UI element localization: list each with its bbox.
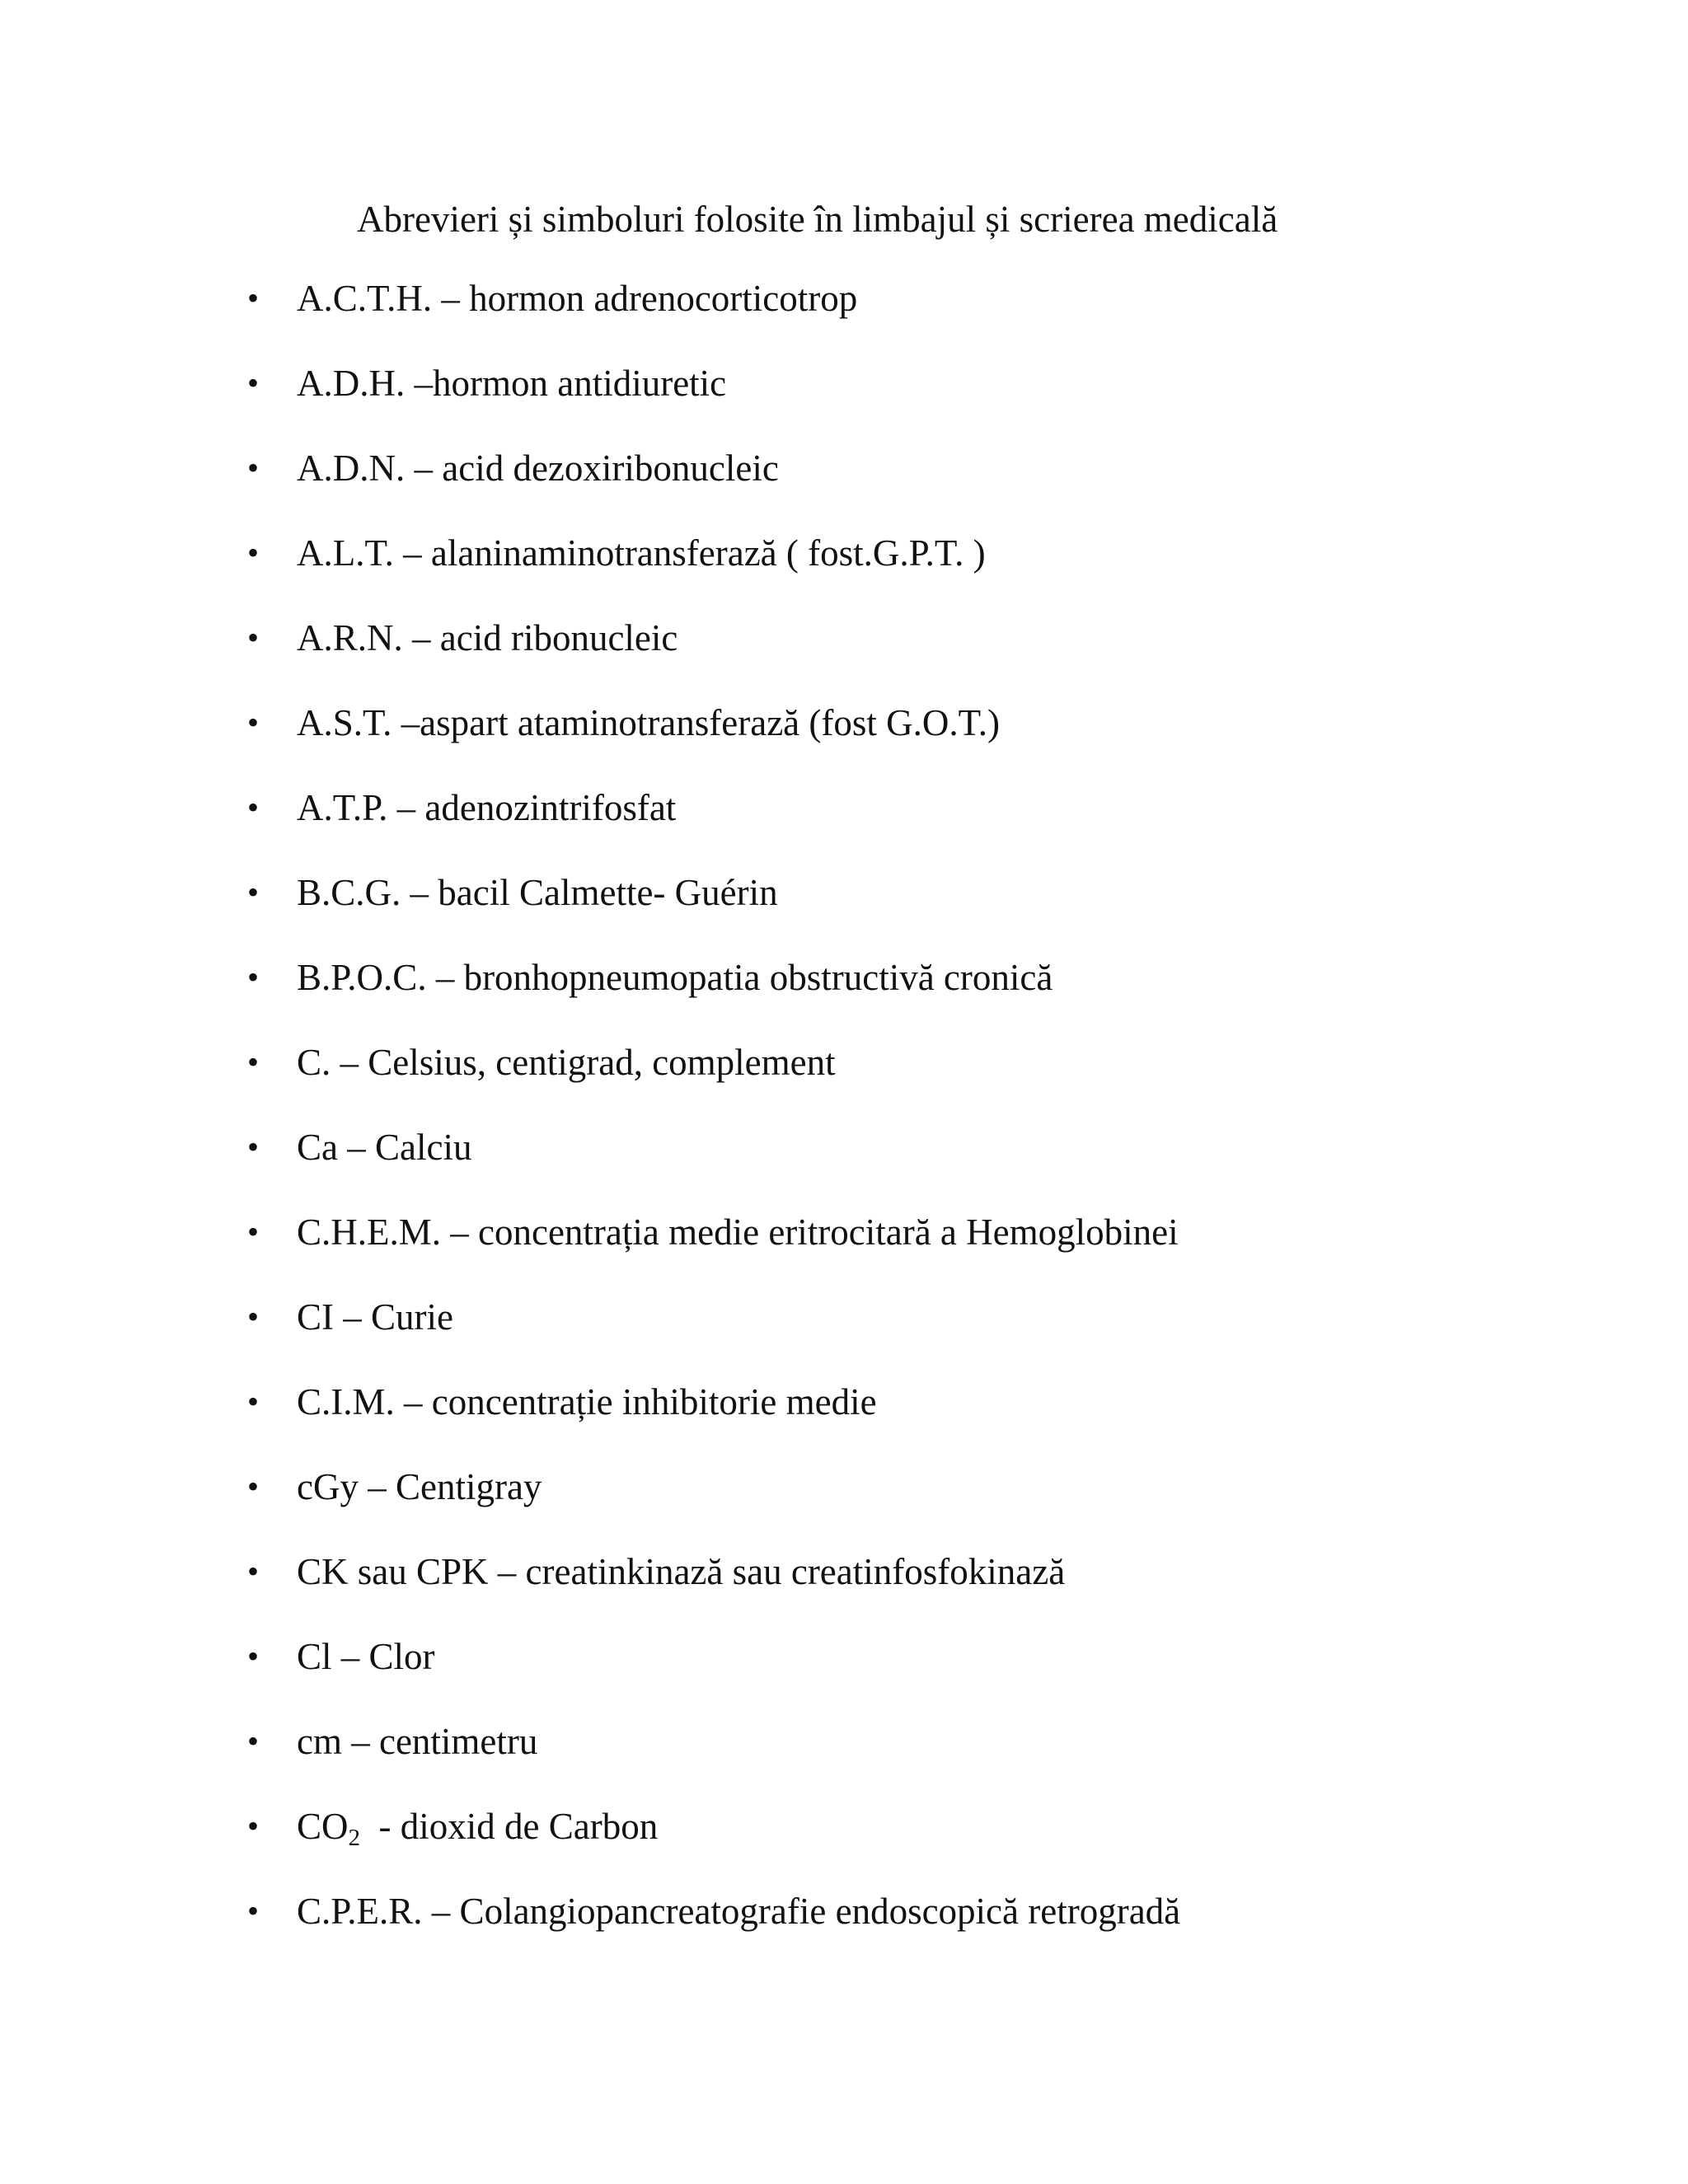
list-item-text: A.D.H. –hormon antidiuretic [297,363,727,404]
list-item-text: A.S.T. –aspart ataminotransferază (fost G.O.T.) [297,702,1001,743]
list-item [247,783,1180,868]
list-item-text: A.D.N. – acid dezoxiribonucleic [297,448,779,489]
bullet-icon: • [247,279,260,316]
co2-definition: - dioxid de Carbon [360,1806,659,1847]
list-item [247,1038,1180,1122]
list-item [247,1292,1180,1377]
bullet-icon: • [247,1298,260,1335]
list-item [247,1377,1180,1462]
list-item [247,443,1180,528]
bullet-icon: • [247,789,260,826]
list-item-text: C.I.M. – concentrație inhibitorie medie [297,1381,877,1422]
list-item-co2 [247,1802,1180,1886]
co2-prefix: CO [297,1806,349,1847]
list-item-text: B.C.G. – bacil Calmette- Guérin [297,872,778,913]
list-item [247,1717,1180,1802]
list-item-text: A.T.P. – adenozintrifosfat [297,787,677,828]
list-item [247,274,1180,359]
bullet-icon: • [247,619,260,656]
bullet-icon: • [247,1128,260,1165]
list-item-text: Ca – Calciu [297,1127,472,1168]
document-title: Abrevieri și simboluri folosite în limbajul și scrierea medicală [357,199,1278,240]
bullet-icon: • [247,1807,260,1844]
bullet-icon: • [247,534,260,571]
list-item-text: cm – centimetru [297,1721,538,1762]
list-item-text: C. – Celsius, centigrad, complement [297,1042,836,1083]
list-item [247,528,1180,613]
list-item-text: CI – Curie [297,1296,453,1338]
list-item-text: A.C.T.H. – hormon adrenocorticotrop [297,278,858,319]
bullet-icon: • [247,874,260,911]
list-item-text: B.P.O.C. – bronhopneumopatia obstructivă cronică [297,957,1053,998]
list-item-text: C.H.E.M. – concentrația medie eritrocitară a Hemoglobinei [297,1212,1179,1253]
bullet-icon: • [247,1468,260,1505]
list-item-text: A.L.T. – alaninaminotransferază ( fost.G.P.T. ) [297,532,986,574]
list-item [247,698,1180,783]
bullet-icon: • [247,364,260,401]
list-item-text: cGy – Centigray [297,1466,542,1507]
bullet-icon: • [247,1043,260,1080]
list-item [247,359,1180,443]
bullet-icon: • [247,1722,260,1760]
list-item [247,953,1180,1038]
bullet-icon: • [247,1892,260,1929]
list-item [247,613,1180,698]
bullet-icon: • [247,1638,260,1675]
bullet-icon: • [247,958,260,996]
bullet-icon: • [247,449,260,486]
bullet-icon: • [247,1383,260,1420]
abbreviation-list [247,274,1180,1971]
list-item-text: Cl – Clor [297,1636,435,1677]
list-item-text: CK sau CPK – creatinkinază sau creatinfosfokinază [297,1551,1066,1592]
list-item-text: C.P.E.R. – Colangiopancreatografie endoscopică retrogradă [297,1891,1181,1932]
list-item [247,1207,1180,1292]
bullet-icon: • [247,1213,260,1250]
list-item [247,1462,1180,1547]
co2-subscript: 2 [348,1825,361,1851]
list-item [247,1547,1180,1632]
list-item-text: A.R.N. – acid ribonucleic [297,617,678,658]
list-item [247,868,1180,953]
list-item [247,1632,1180,1717]
bullet-icon: • [247,704,260,741]
list-item-text [297,1802,658,1851]
list-item [247,1122,1180,1207]
bullet-icon: • [247,1553,260,1590]
list-item [247,1886,1180,1971]
